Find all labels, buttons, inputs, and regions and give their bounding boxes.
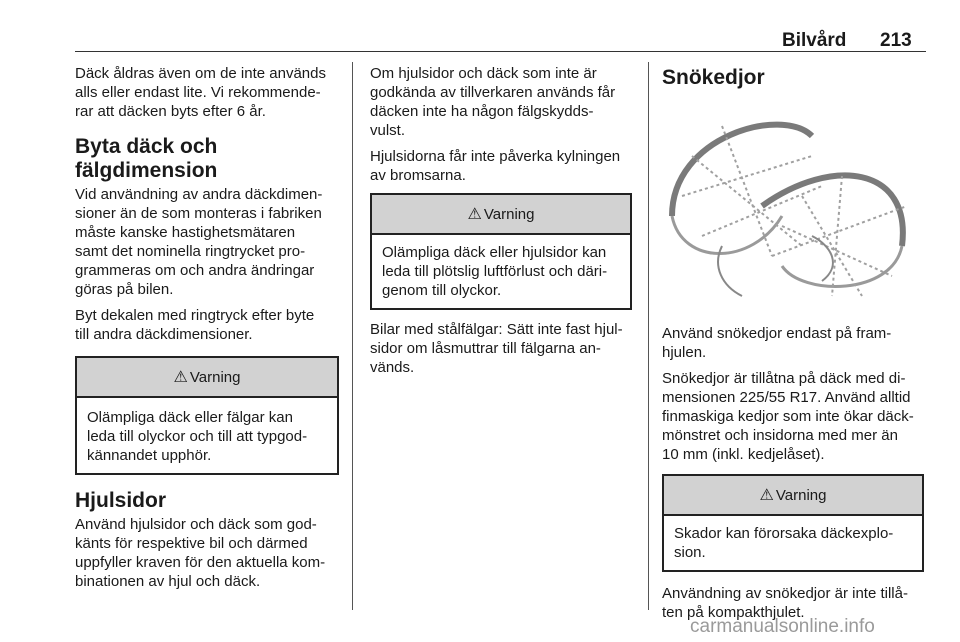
warning-title: Varning	[189, 368, 241, 386]
heading-snow-chains: Snökedjor	[662, 66, 765, 89]
warning-triangle-icon: ⚠	[467, 206, 482, 223]
warning-header	[372, 195, 630, 235]
warning-box	[662, 474, 924, 572]
warning-triangle-icon: ⚠	[759, 487, 774, 504]
warning-header	[77, 358, 337, 398]
warning-text: Olämpliga däck eller fälgar kan leda till olyckor och till att typgod- kännandet upphör.	[87, 409, 308, 464]
warning-header	[664, 476, 922, 516]
page-number: 213	[880, 30, 912, 51]
snow-chains-illustration	[662, 96, 924, 314]
column-divider	[648, 62, 649, 610]
paragraph: Däck åldras även om de inte används alls eller endast lite. Vi rekommende- rar att däcken byts efter 6 år.	[75, 65, 326, 120]
paragraph: Hjulsidorna får inte påverka kylningen av bromsarna.	[370, 148, 621, 184]
paragraph: Använd hjulsidor och däck som god- känts för respektive bil och därmed uppfyller kraven för den aktuella kom- binationen av hjul och däck.	[75, 516, 326, 590]
paragraph: Använd snökedjor endast på fram- hjulen.	[662, 325, 892, 361]
warning-box	[75, 356, 339, 475]
paragraph: Bilar med stålfälgar: Sätt inte fast hjul- sidor om låsmuttrar till fälgarna an- vänds.	[370, 321, 623, 376]
warning-triangle-icon: ⚠	[173, 369, 188, 386]
heading-hubcaps: Hjulsidor	[75, 489, 167, 512]
column-divider	[352, 62, 353, 610]
column-3	[662, 64, 926, 90]
header-rule	[75, 51, 926, 52]
paragraph: Användning av snökedjor är inte tillå- ten på kompakthjulet.	[662, 585, 908, 621]
warning-title: Varning	[483, 205, 535, 223]
column-2	[370, 64, 634, 384]
warning-text: Skador kan förorsaka däckexplo- sion.	[674, 525, 894, 561]
paragraph: Byt dekalen med ringtryck efter byte till andra däckdimensioner.	[75, 307, 315, 343]
column-1	[75, 64, 341, 598]
warning-title: Varning	[775, 486, 827, 504]
section-title: Bilvård	[782, 30, 847, 51]
paragraph: Vid användning av andra däckdimen- sioner än de som monteras i fabriken måste kanske hastighetsmätaren samt det nominella ringtrycket pro- grammeras om och andra ändringar göras på bilen.	[75, 186, 323, 298]
heading-tire-change: Byta däck och fälgdimension	[75, 135, 218, 182]
watermark: carmanualsonline.info	[690, 616, 875, 637]
warning-text: Olämpliga däck eller hjulsidor kan leda till plötslig luftförlust och däri- genom till olyckor.	[382, 244, 608, 299]
warning-box	[370, 193, 632, 310]
paragraph: Snökedjor är tillåtna på däck med di- mensionen 225/55 R17. Använd alltid finmaskiga kedjor som inte ökar däck- mönstret och insidorna med mer än 10 mm (inkl. kedjelåset).	[662, 370, 914, 463]
paragraph: Om hjulsidor och däck som inte är godkända av tillverkaren används får däcken inte ha någon fälgskydds- vulst.	[370, 65, 616, 139]
column-3-body	[662, 324, 926, 629]
